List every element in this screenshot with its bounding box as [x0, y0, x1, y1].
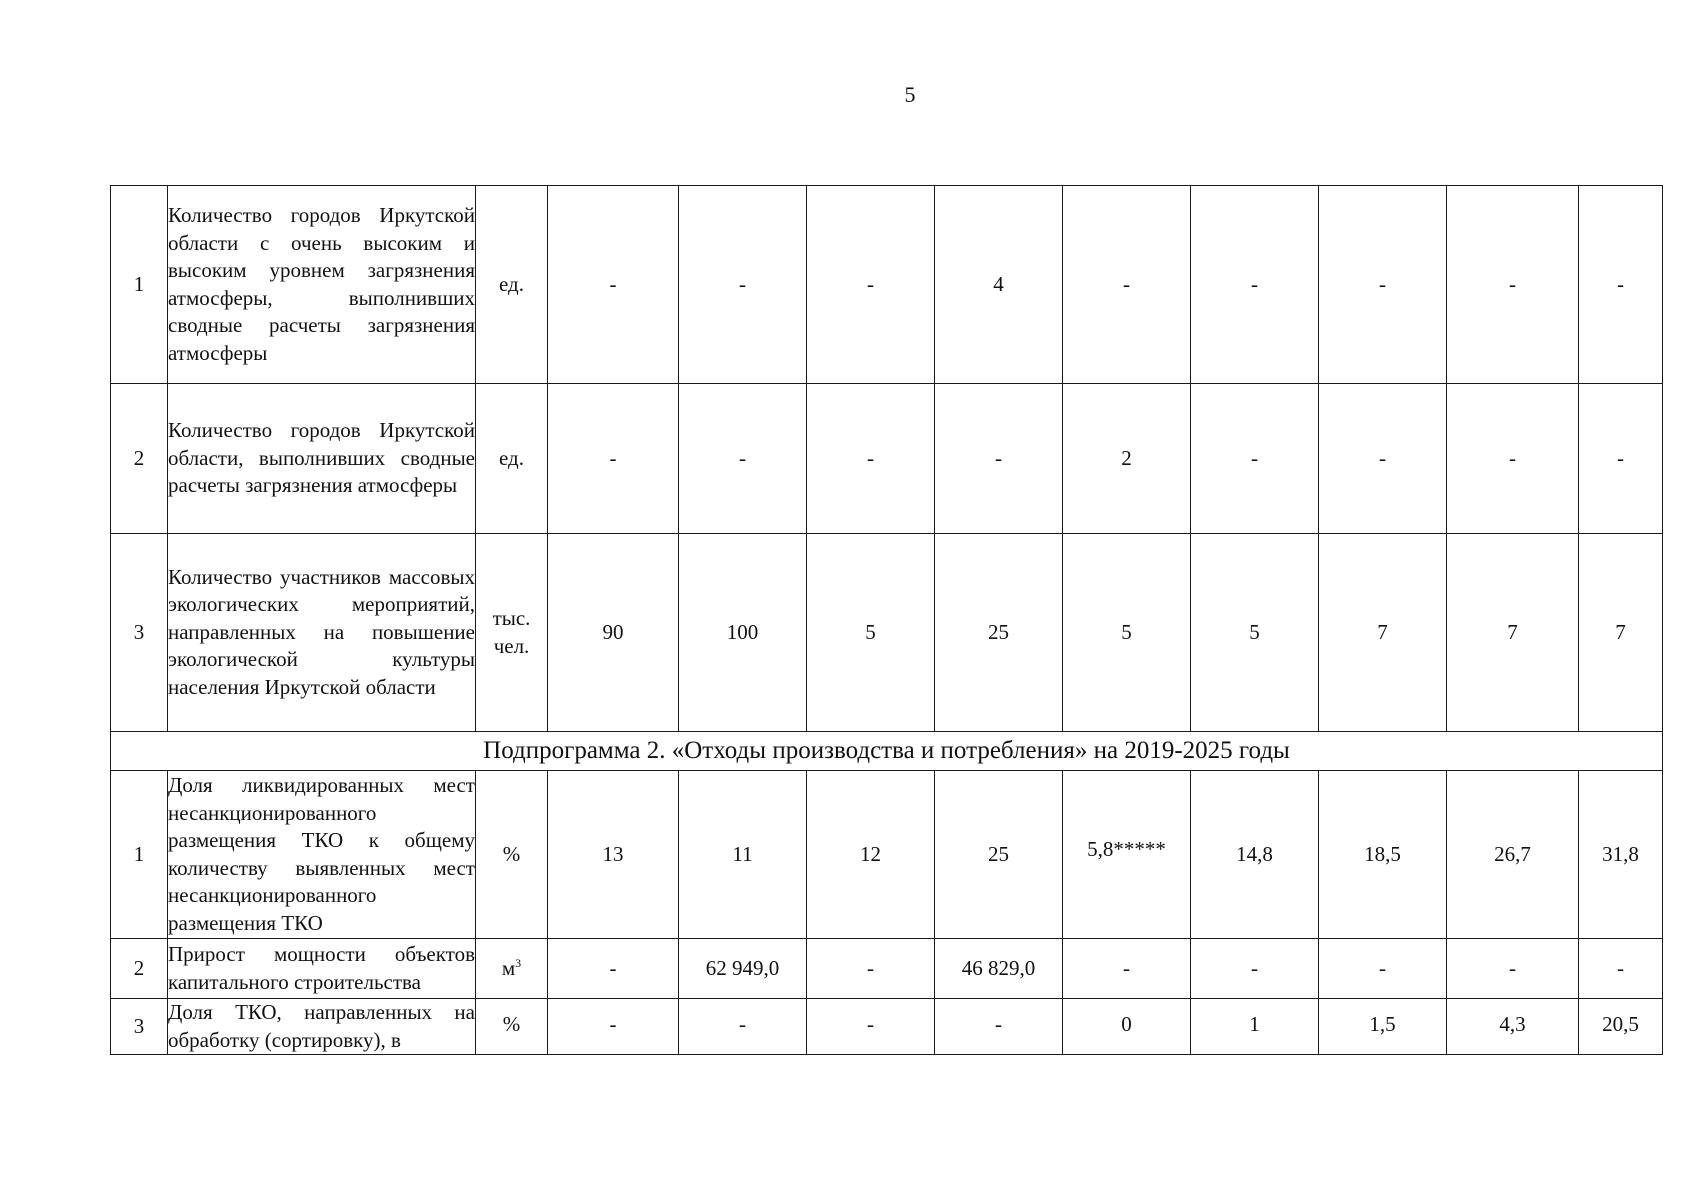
- value-cell: 13: [548, 771, 679, 939]
- row-number: 3: [111, 534, 168, 732]
- value-cell: 18,5: [1319, 771, 1447, 939]
- table-row: [111, 534, 1663, 732]
- unit-cell: %: [476, 771, 548, 939]
- value-cell: -: [548, 999, 679, 1055]
- value-cell: -: [807, 384, 935, 534]
- value-cell: -: [548, 939, 679, 999]
- value-cell: 1,5: [1319, 999, 1447, 1055]
- value-cell: 1: [1191, 999, 1319, 1055]
- row-number: 2: [111, 939, 168, 999]
- indicator-name: Доля ТКО, направленных на обработку (сортировку), в: [168, 999, 476, 1055]
- indicators-table: [110, 185, 1663, 1055]
- value-cell: 7: [1319, 534, 1447, 732]
- row-number: 3: [111, 999, 168, 1055]
- unit-text: м: [501, 955, 516, 980]
- value-cell: -: [1447, 939, 1579, 999]
- page-number: 5: [904, 82, 916, 107]
- unit-cell: ед.: [476, 186, 548, 384]
- value-cell: -: [935, 384, 1063, 534]
- value-cell: -: [1319, 186, 1447, 384]
- indicator-name: Количество участников массовых экологических мероприятий, направленных на повышение экологической культуры населения Иркутской области: [168, 534, 476, 732]
- value-cell: 7: [1447, 534, 1579, 732]
- value-cell: -: [807, 999, 935, 1055]
- value-cell: 11: [679, 771, 807, 939]
- value-cell: 90: [548, 534, 679, 732]
- value-cell: -: [679, 384, 807, 534]
- value-cell: 7: [1579, 534, 1663, 732]
- value-cell: 25: [935, 771, 1063, 939]
- value-cell: -: [1063, 939, 1191, 999]
- value-cell: 5: [807, 534, 935, 732]
- table-row: [111, 999, 1663, 1055]
- value-cell: -: [1579, 186, 1663, 384]
- value-cell: 14,8: [1191, 771, 1319, 939]
- indicator-name: Количество городов Иркутской области, выполнивших сводные расчеты загрязнения атмосферы: [168, 384, 476, 534]
- indicator-name: Прирост мощности объектов капитального строительства: [168, 939, 476, 999]
- unit-cell: %: [476, 999, 548, 1055]
- value-cell: 20,5: [1579, 999, 1663, 1055]
- value-cell: 4: [935, 186, 1063, 384]
- table-row: [111, 186, 1663, 384]
- value-cell: -: [679, 999, 807, 1055]
- table-row: [111, 939, 1663, 999]
- value-cell: 5,8*****: [1063, 771, 1191, 939]
- value-cell: 0: [1063, 999, 1191, 1055]
- unit-superscript: 3: [515, 955, 522, 970]
- value-cell: -: [1447, 384, 1579, 534]
- value-cell: 26,7: [1447, 771, 1579, 939]
- value-cell: 2: [1063, 384, 1191, 534]
- value-cell: 25: [935, 534, 1063, 732]
- row-number: 2: [111, 384, 168, 534]
- value-cell: -: [935, 999, 1063, 1055]
- unit-cell: [476, 939, 548, 999]
- value-cell: 100: [679, 534, 807, 732]
- value-cell: -: [548, 384, 679, 534]
- value-cell: -: [1191, 939, 1319, 999]
- indicator-name: Доля ликвидированных мест несанкционированного размещения ТКО к общему количеству выявленных мест несанкционированного размещения ТКО: [168, 771, 476, 939]
- value-cell: 62 949,0: [679, 939, 807, 999]
- value-cell: -: [1319, 384, 1447, 534]
- value-cell: -: [1579, 384, 1663, 534]
- value-cell: 5: [1063, 534, 1191, 732]
- value-cell: -: [679, 186, 807, 384]
- value-cell: 31,8: [1579, 771, 1663, 939]
- value-cell: 12: [807, 771, 935, 939]
- value-cell: -: [1579, 939, 1663, 999]
- row-number: 1: [111, 186, 168, 384]
- table-row: [111, 384, 1663, 534]
- value-cell: -: [1319, 939, 1447, 999]
- section-title: Подпрограмма 2. «Отходы производства и потребления» на 2019-2025 годы: [111, 732, 1663, 771]
- unit-cell: ед.: [476, 384, 548, 534]
- value-cell: -: [807, 939, 935, 999]
- value-cell: -: [1447, 186, 1579, 384]
- section-header-row: [111, 732, 1663, 771]
- row-number: 1: [111, 771, 168, 939]
- value-cell: -: [1191, 186, 1319, 384]
- value-cell: -: [807, 186, 935, 384]
- table-row: [111, 771, 1663, 939]
- value-cell: 46 829,0: [935, 939, 1063, 999]
- value-cell: -: [1063, 186, 1191, 384]
- value-cell: 4,3: [1447, 999, 1579, 1055]
- value-cell: -: [1191, 384, 1319, 534]
- value-cell: -: [548, 186, 679, 384]
- unit-cell: тыс. чел.: [476, 534, 548, 732]
- value-cell: 5: [1191, 534, 1319, 732]
- indicator-name: Количество городов Иркутской области с очень высоким и высоким уровнем загрязнения атмосферы, выполнивших сводные расчеты загрязнения атмосферы: [168, 186, 476, 384]
